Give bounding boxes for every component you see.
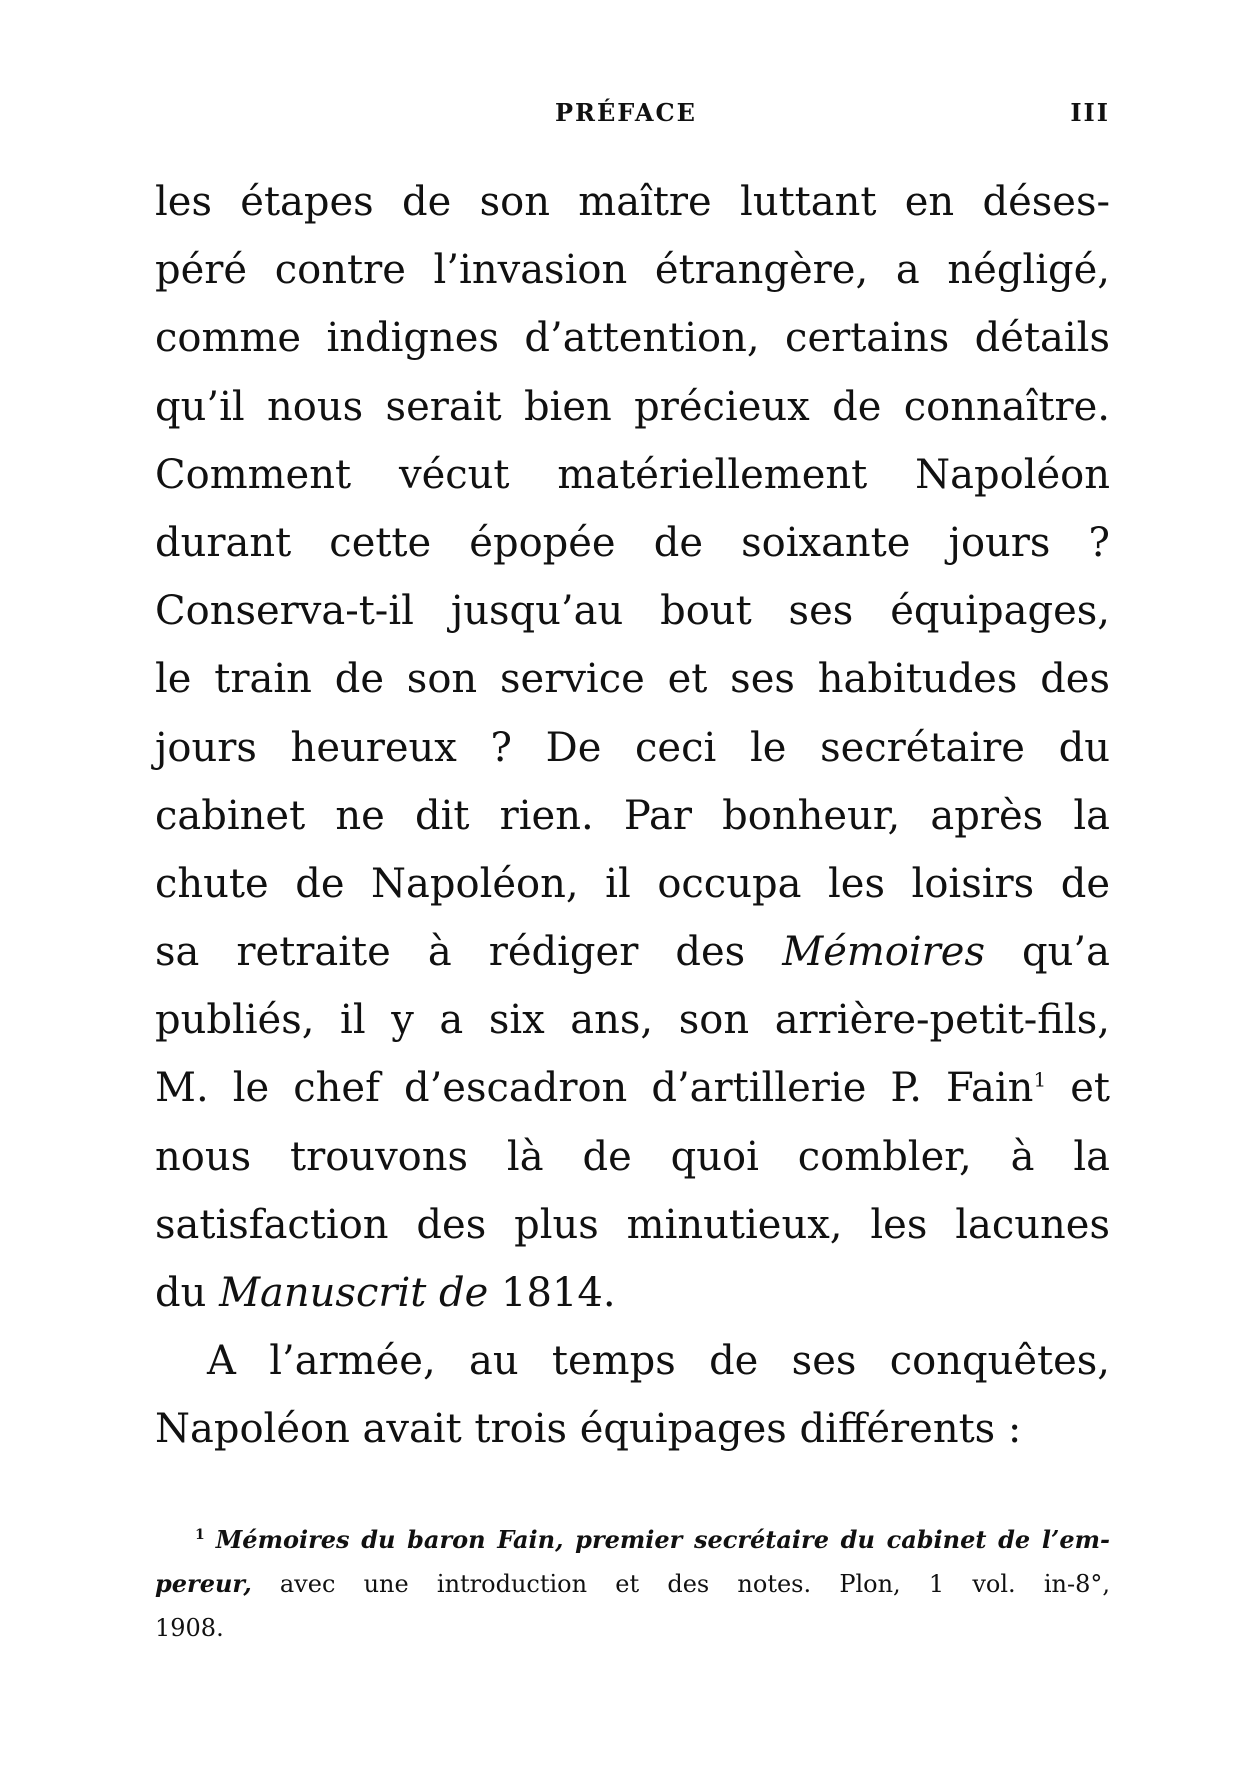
text-line [155, 918, 1110, 986]
text-line: qu’il nous serait bien précieux de connaître. [155, 383, 1110, 430]
text-line: Napoléon avait trois équipages différents : [155, 1406, 1022, 1453]
footnote [155, 1518, 1110, 1650]
footnote-line: 1908. [155, 1614, 224, 1642]
text-line: Conserva-t-il jusqu’au bout ses équipages, [155, 588, 1110, 635]
footnote-line [155, 1562, 1110, 1606]
text-line: cabinet ne dit rien. Par bonheur, après la [155, 792, 1110, 839]
text-run: M. le chef d’escadron d’artillerie P. Fain [155, 1065, 1034, 1112]
text-line: le train de son service et ses habitudes des [155, 656, 1110, 703]
text-line: publiés, il y a six ans, son arrière-petit-fils, [155, 997, 1110, 1044]
footnote-italic: pereur, [155, 1569, 252, 1598]
text-line: péré contre l’invasion étrangère, a négligé, [155, 247, 1110, 294]
text-run: du [155, 1270, 220, 1316]
text-line: comme indignes d’attention, certains détails [155, 315, 1110, 362]
text-line: jours heureux ? De ceci le secrétaire du [155, 724, 1110, 771]
text-line [155, 1054, 1110, 1122]
text-run: 1814. [488, 1270, 616, 1316]
footnote-marker: 1 [195, 1527, 205, 1543]
text-run: sa retraite à rédiger des [155, 929, 783, 976]
footnote-line [155, 1518, 1110, 1562]
text-line: Comment vécut matériellement Napoléon [155, 451, 1110, 498]
text-line: A l’armée, au temps de ses conquêtes, [207, 1338, 1110, 1385]
text-line: satisfaction des plus minutieux, les lacunes [155, 1201, 1110, 1248]
footnote-reference[interactable]: 1 [1033, 1068, 1047, 1093]
running-title: PRÉFACE [555, 98, 697, 127]
body-text [155, 168, 1110, 1464]
text-line: les étapes de son maître luttant en déses- [155, 179, 1110, 225]
text-run: qu’a [985, 929, 1110, 976]
text-line: nous trouvons là de quoi combler, à la [155, 1133, 1110, 1180]
italic-title: Manuscrit de [219, 1270, 489, 1316]
running-head [155, 98, 1110, 138]
footnote-italic: Mémoires du baron Fain, premier secrétaire du cabinet de l’em- [215, 1525, 1111, 1554]
footnote-text: avec une introduction et des notes. Plon, 1 vol. in-8°, [251, 1570, 1110, 1598]
page-number: III [1070, 98, 1110, 127]
text-run: et [1046, 1065, 1110, 1112]
text-line: durant cette épopée de soixante jours ? [155, 519, 1110, 566]
text-line: chute de Napoléon, il occupa les loisirs de [155, 860, 1110, 907]
text-line [155, 1259, 1110, 1327]
italic-title: Mémoires [782, 929, 985, 976]
